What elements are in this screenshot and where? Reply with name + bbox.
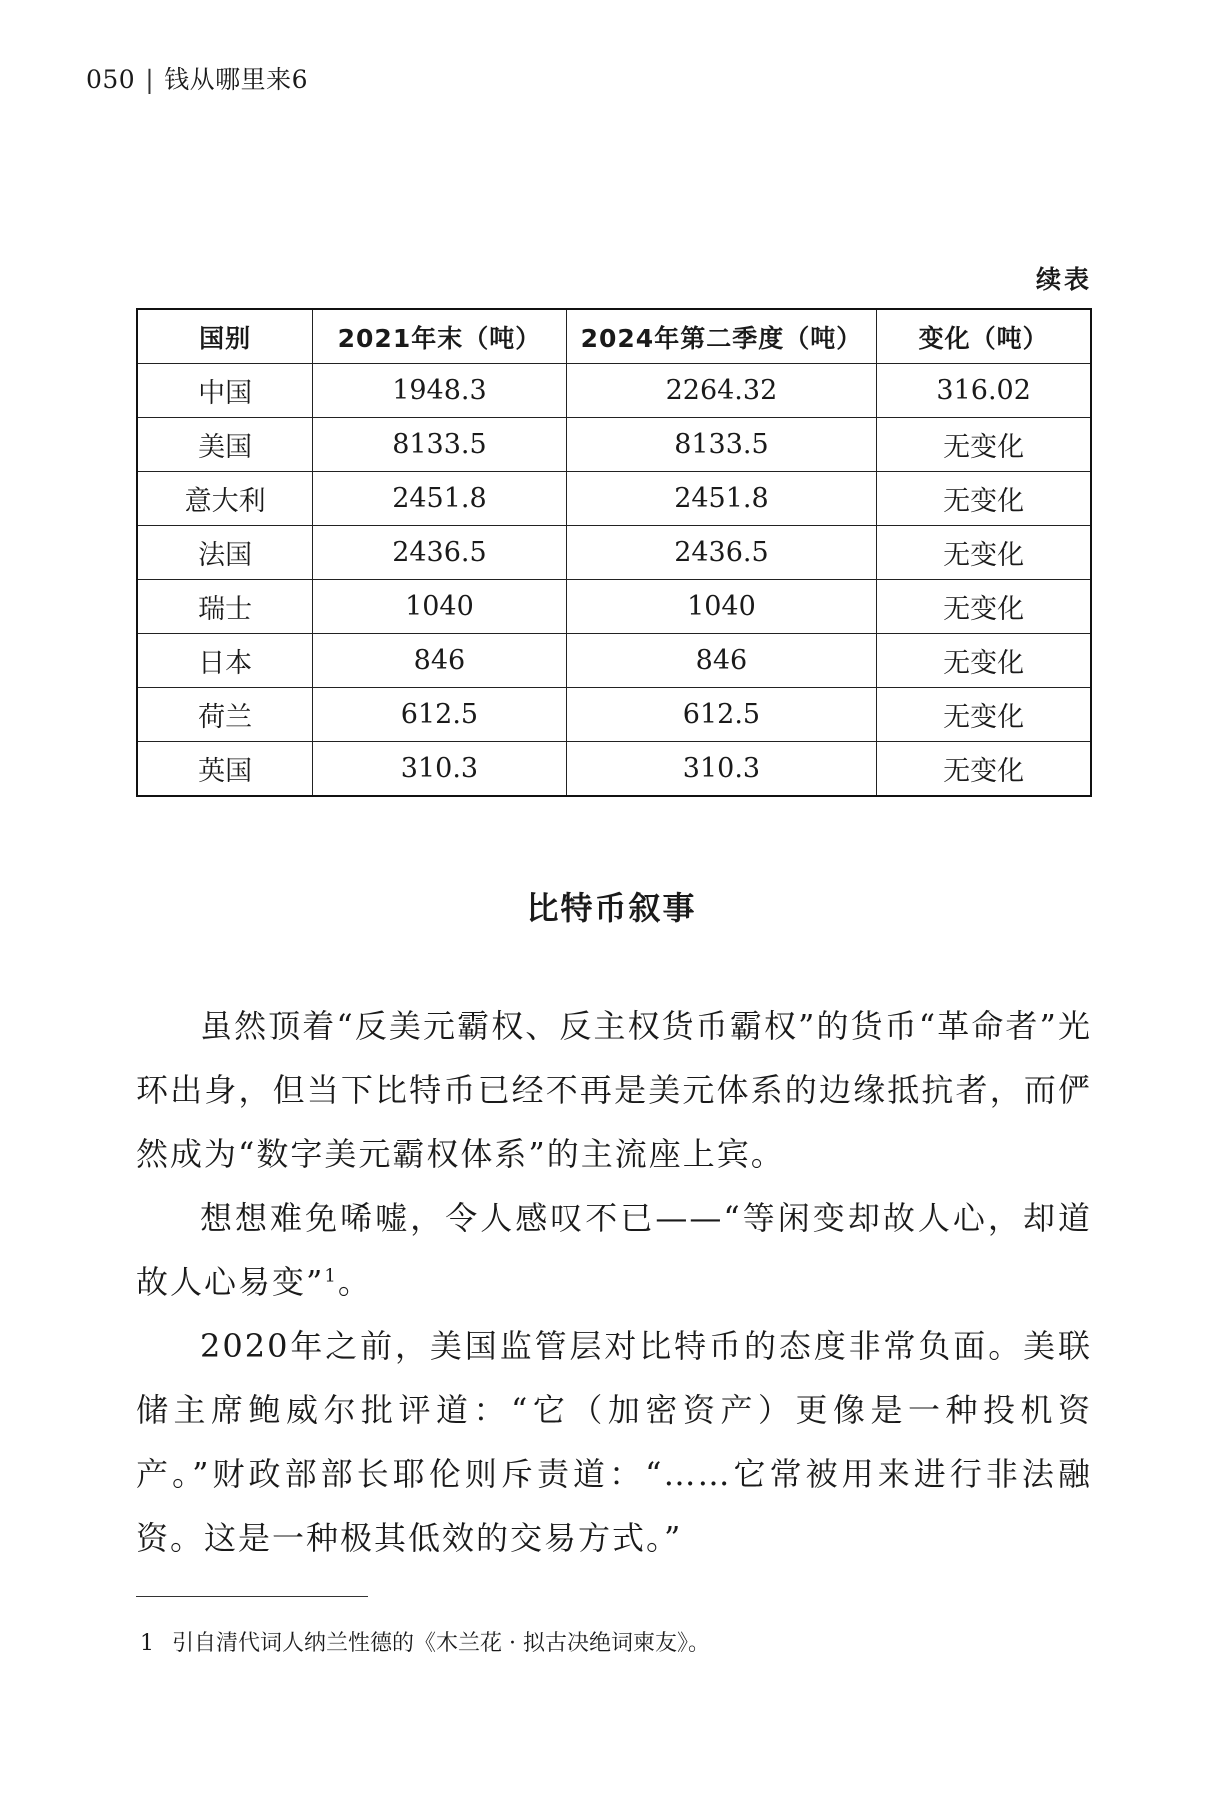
cell-country: 法国: [137, 526, 313, 580]
cell-2021: 8133.5: [313, 418, 566, 472]
table-row: [137, 580, 1091, 634]
column-header-2024q2: 2024年第二季度（吨）: [566, 309, 877, 364]
cell-change: 无变化: [877, 742, 1091, 797]
running-head: [86, 60, 308, 96]
body-text: [136, 994, 1092, 1570]
cell-country: 荷兰: [137, 688, 313, 742]
table-row: [137, 742, 1091, 797]
table-header-row: [137, 309, 1091, 364]
paragraph-2: [136, 1186, 1092, 1314]
cell-country: 美国: [137, 418, 313, 472]
cell-2021: 1948.3: [313, 364, 566, 418]
cell-2021: 310.3: [313, 742, 566, 797]
page-number: 050: [86, 65, 136, 94]
cell-2021: 846: [313, 634, 566, 688]
cell-2024q2: 846: [566, 634, 877, 688]
cell-country: 意大利: [137, 472, 313, 526]
cell-2021: 1040: [313, 580, 566, 634]
table-caption: 续表: [1035, 265, 1092, 294]
cell-change: 无变化: [877, 526, 1091, 580]
table-row: [137, 364, 1091, 418]
table-row: [137, 418, 1091, 472]
cell-2021: 2436.5: [313, 526, 566, 580]
footnote: [140, 1626, 710, 1657]
column-header-change: 变化（吨）: [877, 309, 1091, 364]
gold-reserves-table: [136, 308, 1092, 797]
cell-change: 316.02: [877, 364, 1091, 418]
footnote-text: 引自清代词人纳兰性德的《木兰花 · 拟古决绝词柬友》。: [172, 1631, 710, 1656]
column-header-country: 国别: [137, 309, 313, 364]
cell-country: 英国: [137, 742, 313, 797]
cell-country: 日本: [137, 634, 313, 688]
paragraph-1: 虽然顶着“反美元霸权、反主权货币霸权”的货币“革命者”光环出身，但当下比特币已经不再是美元体系的边缘抵抗者，而俨然成为“数字美元霸权体系”的主流座上宾。: [136, 1007, 1092, 1173]
table-row: [137, 472, 1091, 526]
book-title: 钱从哪里来6: [164, 65, 309, 94]
cell-change: 无变化: [877, 418, 1091, 472]
section-title: 比特币叙事: [526, 889, 697, 927]
paragraph-2-end: 。: [337, 1263, 372, 1301]
cell-country: 中国: [137, 364, 313, 418]
paragraph-2-text: 想想难免唏嘘，令人感叹不已——“等闲变却故人心，却道故人心易变”: [136, 1199, 1092, 1301]
cell-2024q2: 1040: [566, 580, 877, 634]
cell-change: 无变化: [877, 580, 1091, 634]
cell-2024q2: 2264.32: [566, 364, 877, 418]
footnote-marker[interactable]: 1: [324, 1265, 338, 1287]
table-row: [137, 688, 1091, 742]
cell-2021: 612.5: [313, 688, 566, 742]
cell-2024q2: 310.3: [566, 742, 877, 797]
cell-2024q2: 8133.5: [566, 418, 877, 472]
column-header-2021: 2021年末（吨）: [313, 309, 566, 364]
footnote-divider: [136, 1596, 368, 1597]
cell-2024q2: 2451.8: [566, 472, 877, 526]
footnote-number: 1: [140, 1631, 154, 1656]
cell-change: 无变化: [877, 472, 1091, 526]
cell-2024q2: 2436.5: [566, 526, 877, 580]
cell-country: 瑞士: [137, 580, 313, 634]
cell-2024q2: 612.5: [566, 688, 877, 742]
table-row: [137, 634, 1091, 688]
cell-change: 无变化: [877, 688, 1091, 742]
header-separator: |: [145, 65, 155, 94]
cell-2021: 2451.8: [313, 472, 566, 526]
cell-change: 无变化: [877, 634, 1091, 688]
paragraph-3: 2020年之前，美国监管层对比特币的态度非常负面。美联储主席鲍威尔批评道：“它（加密资产）更像是一种投机资产。”财政部部长耶伦则斥责道：“……它常被用来进行非法融资。这是一种极其低效的交易方式。”: [136, 1327, 1092, 1557]
table-row: [137, 526, 1091, 580]
